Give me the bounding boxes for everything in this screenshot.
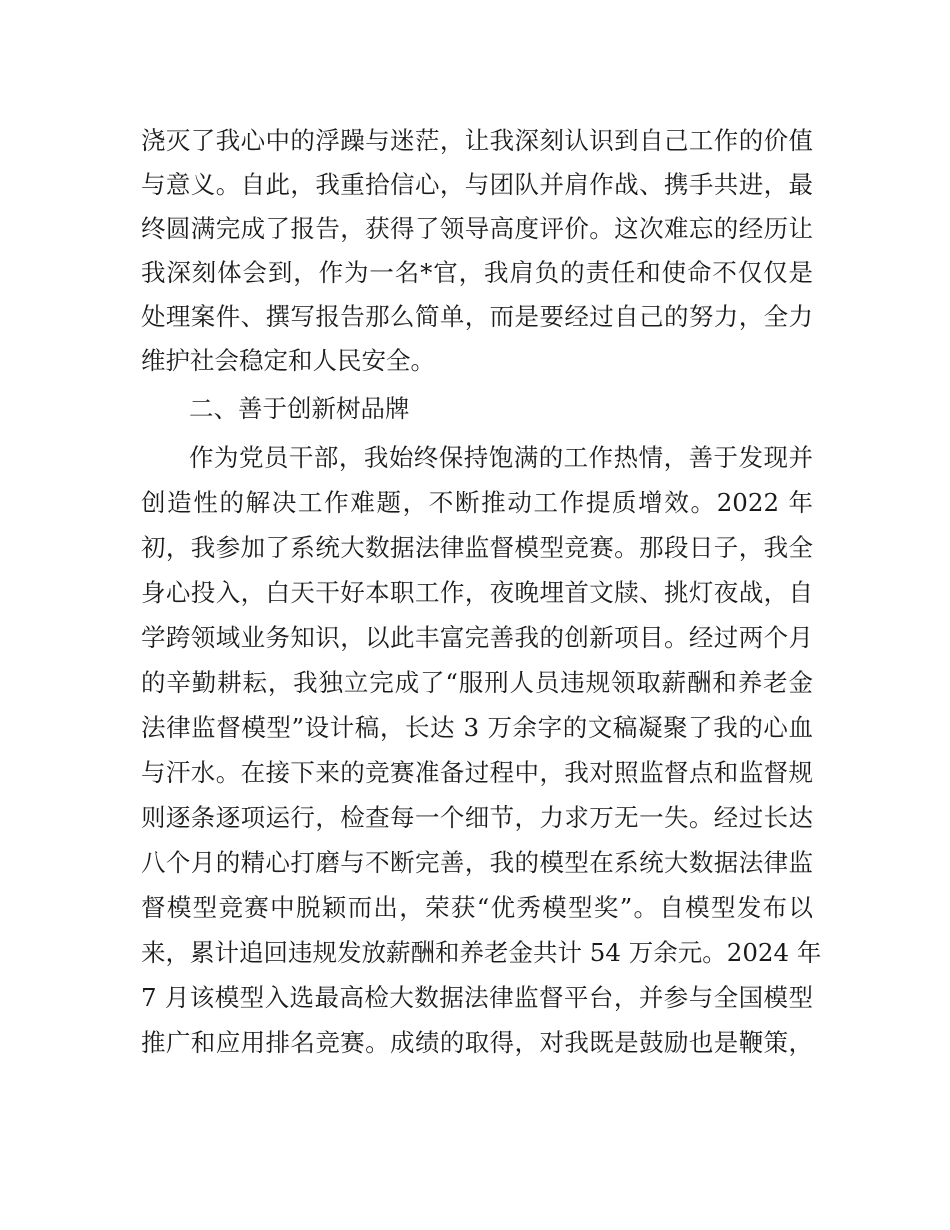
paragraph-2-line: 与汗水。在接下来的竞赛准备过程中，我对照监督点和监督规: [141, 758, 813, 787]
paragraph-1-line: 浇灭了我心中的浮躁与迷茫，让我深刻认识到自己工作的价值: [141, 126, 813, 155]
paragraph-2-line: 则逐条逐项运行，检查每一个细节，力求万无一失。经过长达: [141, 803, 813, 832]
paragraph-2-line: 的辛勤耕耘，我独立完成了“服刑人员违规领取薪酬和养老金: [141, 668, 813, 697]
paragraph-1-line: 处理案件、撰写报告那么简单，而是要经过自己的努力，全力: [141, 302, 813, 331]
paragraph-2-line: 作为党员干部，我始终保持饱满的工作热情，善于发现并: [189, 443, 813, 472]
paragraph-1-line: 维护社会稳定和人民安全。: [141, 346, 435, 375]
paragraph-2-line: 督模型竞赛中脱颖而出，荣获“优秀模型奖”。自模型发布以: [141, 893, 813, 922]
paragraph-2-line: 7 月该模型入选最高检大数据法律监督平台，并参与全国模型: [141, 983, 813, 1012]
section-heading: 二、善于创新树品牌: [189, 394, 410, 423]
paragraph-2-line: 推广和应用排名竞赛。成绩的取得，对我既是鼓励也是鞭策，: [141, 1028, 813, 1057]
paragraph-2-line: 学跨领域业务知识，以此丰富完善我的创新项目。经过两个月: [141, 623, 813, 652]
paragraph-2-line: 八个月的精心打磨与不断完善，我的模型在系统大数据法律监: [141, 848, 813, 877]
paragraph-1-line: 我深刻体会到，作为一名*官，我肩负的责任和使命不仅仅是: [141, 258, 813, 287]
paragraph-2-line: 身心投入，白天干好本职工作，夜晚埋首文牍、挑灯夜战，自: [141, 578, 813, 607]
paragraph-1-line: 与意义。自此，我重拾信心，与团队并肩作战、携手共进，最: [141, 170, 813, 199]
paragraph-2-line: 法律监督模型”设计稿，长达 3 万余字的文稿凝聚了我的心血: [141, 713, 813, 742]
paragraph-2-line: 来，累计追回违规发放薪酬和养老金共计 54 万余元。2024 年: [141, 938, 822, 967]
paragraph-2-line: 创造性的解决工作难题，不断推动工作提质增效。2022 年: [141, 488, 813, 517]
paragraph-1-line: 终圆满完成了报告，获得了领导高度评价。这次难忘的经历让: [141, 214, 813, 243]
paragraph-2-line: 初，我参加了系统大数据法律监督模型竞赛。那段日子，我全: [141, 533, 813, 562]
